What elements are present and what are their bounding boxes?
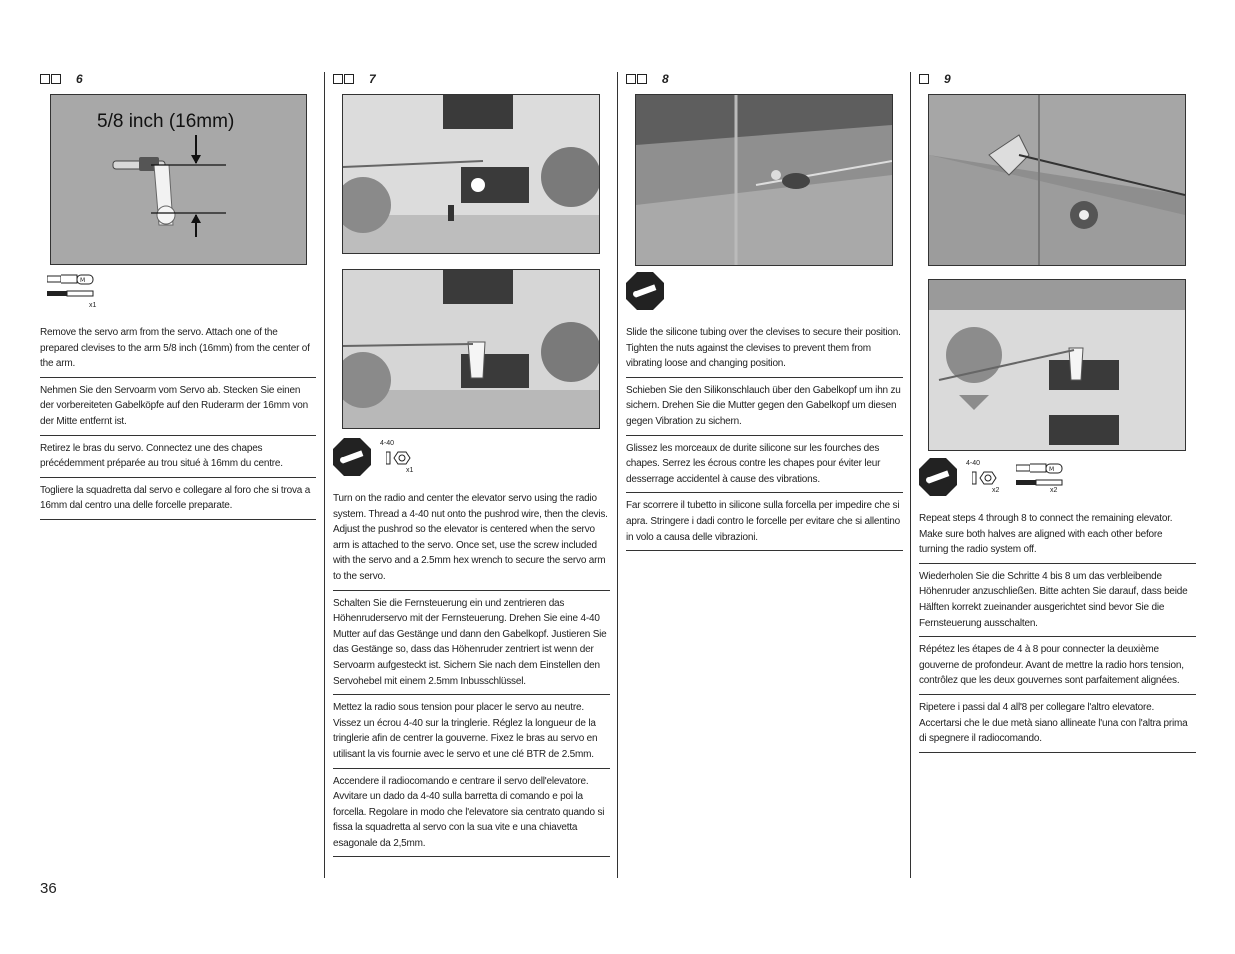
nut-size-label: 4-40 [966, 460, 981, 467]
page-number: 36 [40, 880, 57, 897]
nut-quantity-label: x2 [992, 487, 1000, 494]
paragraph-it: Ripetere i passi dal 4 all'8 per collegare l'altro elevatore. Accertarsi che le due metà siano allineate l'una con l'altra prima di spegnere il radiocomando. [919, 700, 1196, 753]
step-9-header [919, 72, 951, 86]
step-6-photo [50, 94, 307, 265]
parts-list [47, 272, 107, 312]
quantity-label: x1 [89, 302, 97, 309]
checkbox[interactable] [51, 74, 61, 84]
step-7-header [333, 72, 376, 86]
column-divider [617, 72, 618, 878]
servo-tray-image [343, 95, 599, 253]
step-8-photo [635, 94, 893, 266]
measurement-label: 5/8 inch (16mm) [97, 111, 235, 132]
column-divider [910, 72, 911, 878]
checkbox[interactable] [344, 74, 354, 84]
elevator-horn-image [929, 95, 1185, 265]
paragraph-it: Far scorrere il tubetto in silicone sulla forcella per impedire che si apra. Stringere i dadi contro le forcelle per evitare che si allentino in volo a causa delle vibrazioni. [626, 498, 903, 551]
paragraph-en: Repeat steps 4 through 8 to connect the remaining elevator. Make sure both halves are aligned with each other before turning the radio system off. [919, 511, 1196, 564]
paragraph-it: Accendere il radiocomando e centrare il servo dell'elevatore. Avvitare un dado da 4-40 sulla barretta di comando e poi la forcella. Regolare in modo che l'elevatore sia centrato quando si fissa la squadretta al servo con la sua vite e una chiavetta esagonale da 2,5mm. [333, 774, 610, 858]
step-9-photo-bottom [928, 279, 1186, 451]
step-6-header [40, 72, 83, 86]
paragraph-fr: Retirez le bras du servo. Connectez une des chapes précédemment préparée au trou situé à 16mm du centre. [40, 441, 316, 478]
step-6 [40, 72, 316, 872]
clevis-quantity-label: x2 [1050, 487, 1058, 494]
quantity-label: x1 [406, 467, 414, 474]
instructions [626, 325, 903, 556]
step-number: 8 [662, 72, 669, 86]
paragraph-en: Turn on the radio and center the elevator servo using the radio system. Thread a 4-40 nut onto the pushrod wire, then the clevis. Adjust the pushrod so the elevator is centered when the servo arm is attached to the servo. Once set, use the screw included with the servo and a 2.5mm hex wrench to secure the servo arm to the servo. [333, 491, 610, 591]
svg-text:M: M [80, 277, 86, 284]
servo-arm-attached-image [343, 270, 599, 428]
step-7 [333, 72, 610, 872]
step-7-photo-top [342, 94, 600, 254]
column-divider [324, 72, 325, 878]
checkbox[interactable] [626, 74, 636, 84]
step-number: 7 [369, 72, 376, 86]
step-number: 9 [944, 72, 951, 86]
paragraph-en: Slide the silicone tubing over the clevises to secure their position. Tighten the nuts against the clevises to prevent them from vibrating loose and changing position. [626, 325, 903, 378]
paragraph-fr: Mettez la radio sous tension pour placer le servo au neutre. Vissez un écrou 4-40 sur la tringlerie. Réglez la longueur de la tringlerie afin de centrer la gouverne. Fixez le bras au servo en utilisant la vis fournie avec le servo et une clé BTR de 2.5mm. [333, 700, 610, 768]
nut-size-label: 4-40 [380, 440, 395, 447]
paragraph-de: Nehmen Sie den Servoarm vom Servo ab. Stecken Sie einen der vorbereiteten Gabelköpfe auf den Ruderarm der 16mm von der Mitte entfernt ist. [40, 383, 316, 436]
step-9 [919, 72, 1196, 872]
svg-text:M: M [1049, 466, 1055, 473]
step-7-photo-bottom [342, 269, 600, 429]
paragraph-de: Schalten Sie die Fernsteuerung ein und zentrieren das Höhenruderservo mit der Fernsteuerung. Drehen Sie eine 4-40 Mutter auf das Gestänge und dann den Gabelkopf. Justieren Sie das Gestänge so, dass das Höhenruder zentriert ist wenn der Servoarm aufgesteckt ist. Sichern Sie nach dem Einstellen den Servohebel mit einem 2.5mm Inbusschlüssel. [333, 596, 610, 696]
nut-icon [972, 469, 1002, 489]
step-9-photo-top [928, 94, 1186, 266]
stop-wrench-icon [333, 438, 371, 476]
clevis-icon [47, 272, 107, 312]
step-8 [626, 72, 903, 872]
paragraph-it: Togliere la squadretta dal servo e collegare al foro che si trova a 16mm dal centro una delle forcelle preparate. [40, 483, 316, 520]
paragraph-de: Schieben Sie den Silikonschlauch über den Gabelkopf um ihn zu sichern. Drehen Sie die Mutter gegen den Gabelkopf um diesen gegen Vibration zu sichern. [626, 383, 903, 436]
step-number: 6 [76, 72, 83, 86]
nut-icon [386, 449, 416, 469]
step-8-header [626, 72, 669, 86]
both-servos-image [929, 280, 1185, 450]
instructions [40, 325, 316, 525]
checkbox[interactable] [333, 74, 343, 84]
clevis-icon [1016, 461, 1076, 501]
stop-wrench-icon [919, 458, 957, 496]
paragraph-en: Remove the servo arm from the servo. Attach one of the prepared clevises to the arm 5/8 inch (16mm) from the center of the arm. [40, 325, 316, 378]
checkbox[interactable] [637, 74, 647, 84]
paragraph-de: Wiederholen Sie die Schritte 4 bis 8 um das verbleibende Höhenruder anzuschließen. Bitte achten Sie darauf, dass beide Hälften korrekt zueinander ausgerichtet sind bevor Sie die Fernsteuerung ausschalten. [919, 569, 1196, 637]
checkbox[interactable] [40, 74, 50, 84]
instructions [919, 511, 1196, 758]
paragraph-fr: Répétez les étapes de 4 à 8 pour connecter la deuxième gouverne de profondeur. Avant de mettre la radio hors tension, contrôlez que les deux gouvernes sont parfaitement alignées. [919, 642, 1196, 695]
paragraph-fr: Glissez les morceaux de durite silicone sur les fourches des chapes. Serrez les écrous contre les chapes pour éviter leur desserrage accidentel à cause des vibrations. [626, 441, 903, 494]
checkbox[interactable] [919, 74, 929, 84]
stop-wrench-icon [626, 272, 664, 310]
silicone-tubing-image [636, 95, 892, 265]
instructions [333, 491, 610, 862]
